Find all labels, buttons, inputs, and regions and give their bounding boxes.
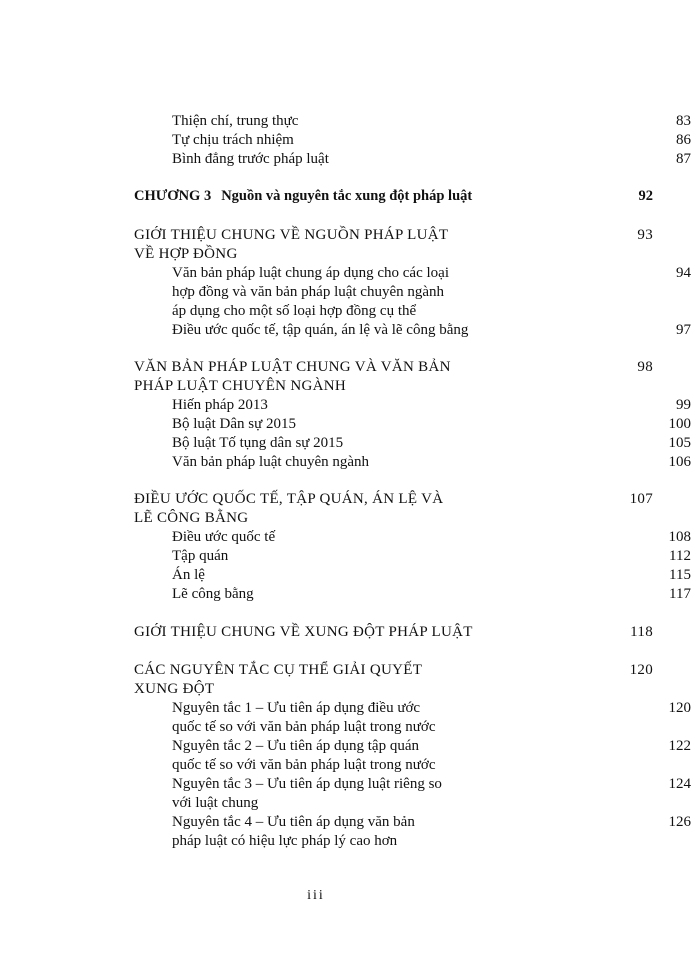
toc-entry-line: Hiến pháp 2013 <box>172 397 268 413</box>
section-heading <box>134 661 653 679</box>
toc-entry <box>172 775 691 793</box>
toc-page-number: 93 <box>637 227 653 243</box>
section-heading-line: GIỚI THIỆU CHUNG VỀ NGUỒN PHÁP LUẬT <box>134 227 449 243</box>
toc-entry-line: Án lệ <box>172 567 205 583</box>
toc-entry <box>172 528 691 546</box>
toc-entry-line: quốc tế so với văn bản pháp luật trong nước <box>172 757 436 773</box>
section-heading-line: CÁC NGUYÊN TẮC CỤ THỂ GIẢI QUYẾT <box>134 662 423 678</box>
toc-entry-line: pháp luật có hiệu lực pháp lý cao hơn <box>172 833 398 849</box>
toc-page-number: 107 <box>629 491 653 507</box>
page-folio: iii <box>307 888 325 903</box>
section-heading <box>134 490 653 508</box>
toc-page-number: 106 <box>668 454 691 470</box>
toc-page-number: 100 <box>668 416 691 432</box>
section-heading-line: ĐIỀU ƯỚC QUỐC TẾ, TẬP QUÁN, ÁN LỆ VÀ <box>134 491 444 507</box>
toc-entry-line: Bộ luật Tố tụng dân sự 2015 <box>172 435 344 451</box>
toc-entry-line: Nguyên tắc 1 – Ưu tiên áp dụng điều ước <box>172 700 421 716</box>
toc-entry-title: Tự chịu trách nhiệm <box>172 132 294 148</box>
toc-entry <box>172 264 691 282</box>
section-heading-line: PHÁP LUẬT CHUYÊN NGÀNH <box>134 378 347 394</box>
toc-entry <box>172 832 520 850</box>
toc-entry-line: với luật chung <box>172 795 259 811</box>
toc-entry <box>172 699 691 717</box>
toc-entry <box>172 150 691 168</box>
toc-page-number: 112 <box>669 548 691 564</box>
toc-page-number: 117 <box>669 586 691 602</box>
toc-entry-line: Văn bản pháp luật chung áp dụng cho các loại <box>172 265 449 281</box>
section-heading <box>134 509 520 527</box>
toc-entry-line: Điều ước quốc tế <box>172 529 276 545</box>
toc-entry-line: áp dụng cho một số loại hợp đồng cụ thể <box>172 303 417 319</box>
toc-entry <box>172 737 691 755</box>
toc-entry-line: Nguyên tắc 4 – Ưu tiên áp dụng văn bản <box>172 814 415 830</box>
toc-page-number: 99 <box>676 397 691 413</box>
toc-page-number: 120 <box>668 700 691 716</box>
toc-entry <box>172 718 520 736</box>
section-heading-line: XUNG ĐỘT <box>134 681 215 697</box>
toc-entry <box>172 585 691 603</box>
toc-entry-line: Văn bản pháp luật chuyên ngành <box>172 454 370 470</box>
toc-entry <box>172 566 691 584</box>
toc-entry <box>172 321 691 339</box>
section-heading <box>134 623 653 641</box>
toc-page-number: 124 <box>668 776 691 792</box>
chapter-heading <box>134 187 653 205</box>
section-heading <box>134 358 653 376</box>
toc-page-number: 126 <box>668 814 691 830</box>
section-heading-line: VĂN BẢN PHÁP LUẬT CHUNG VÀ VĂN BẢN <box>134 359 451 375</box>
chapter-number: CHƯƠNG 3 <box>134 188 212 204</box>
section-heading-line: GIỚI THIỆU CHUNG VỀ XUNG ĐỘT PHÁP LUẬT <box>134 624 473 640</box>
toc-entry-line: Nguyên tắc 2 – Ưu tiên áp dụng tập quán <box>172 738 419 754</box>
toc-entry-line: Lẽ công bằng <box>172 586 254 602</box>
toc-entry-line: Bộ luật Dân sự 2015 <box>172 416 296 432</box>
toc-page-number: 98 <box>637 359 653 375</box>
toc-page-number: 105 <box>668 435 691 451</box>
toc-entry <box>172 547 691 565</box>
toc-entry <box>172 434 691 452</box>
toc-entry-title: Thiện chí, trung thực <box>172 113 299 129</box>
toc-entry <box>172 396 691 414</box>
toc-page-number: 87 <box>676 151 691 167</box>
toc-entry-line: Điều ước quốc tế, tập quán, án lệ và lẽ công bằng <box>172 322 469 338</box>
toc-entry-title: Bình đẳng trước pháp luật <box>172 151 329 167</box>
toc-page-number: 120 <box>629 662 653 678</box>
toc-entry <box>172 813 691 831</box>
toc-entry <box>172 453 691 471</box>
toc-page-number: 92 <box>638 188 653 204</box>
toc-page-number: 94 <box>676 265 691 281</box>
chapter-title: Nguồn và nguyên tắc xung đột pháp luật <box>221 188 473 204</box>
toc-page-number: 118 <box>630 624 653 640</box>
toc-entry-line: quốc tế so với văn bản pháp luật trong nước <box>172 719 436 735</box>
toc-page-number: 97 <box>676 322 691 338</box>
toc-page-number: 86 <box>676 132 691 148</box>
toc-entry <box>172 131 691 149</box>
toc-entry <box>172 794 520 812</box>
toc-entry <box>172 112 691 130</box>
toc-page-number: 108 <box>668 529 691 545</box>
toc-entry <box>172 756 520 774</box>
section-heading <box>134 377 520 395</box>
section-heading-line: LẼ CÔNG BẰNG <box>134 510 249 526</box>
section-heading <box>134 680 520 698</box>
toc-page-number: 122 <box>668 738 691 754</box>
toc-entry <box>172 283 520 301</box>
toc-entry-line: Tập quán <box>172 548 229 564</box>
toc-entry-line: Nguyên tắc 3 – Ưu tiên áp dụng luật riêng so <box>172 776 442 792</box>
toc-entry <box>172 302 520 320</box>
toc-page-number: 115 <box>669 567 691 583</box>
section-heading <box>134 226 653 244</box>
section-heading-line: VỀ HỢP ĐỒNG <box>134 246 238 262</box>
toc-entry <box>172 415 691 433</box>
toc-entry-line: hợp đồng và văn bản pháp luật chuyên ngành <box>172 284 445 300</box>
toc-page-number: 83 <box>676 113 691 129</box>
section-heading <box>134 245 520 263</box>
